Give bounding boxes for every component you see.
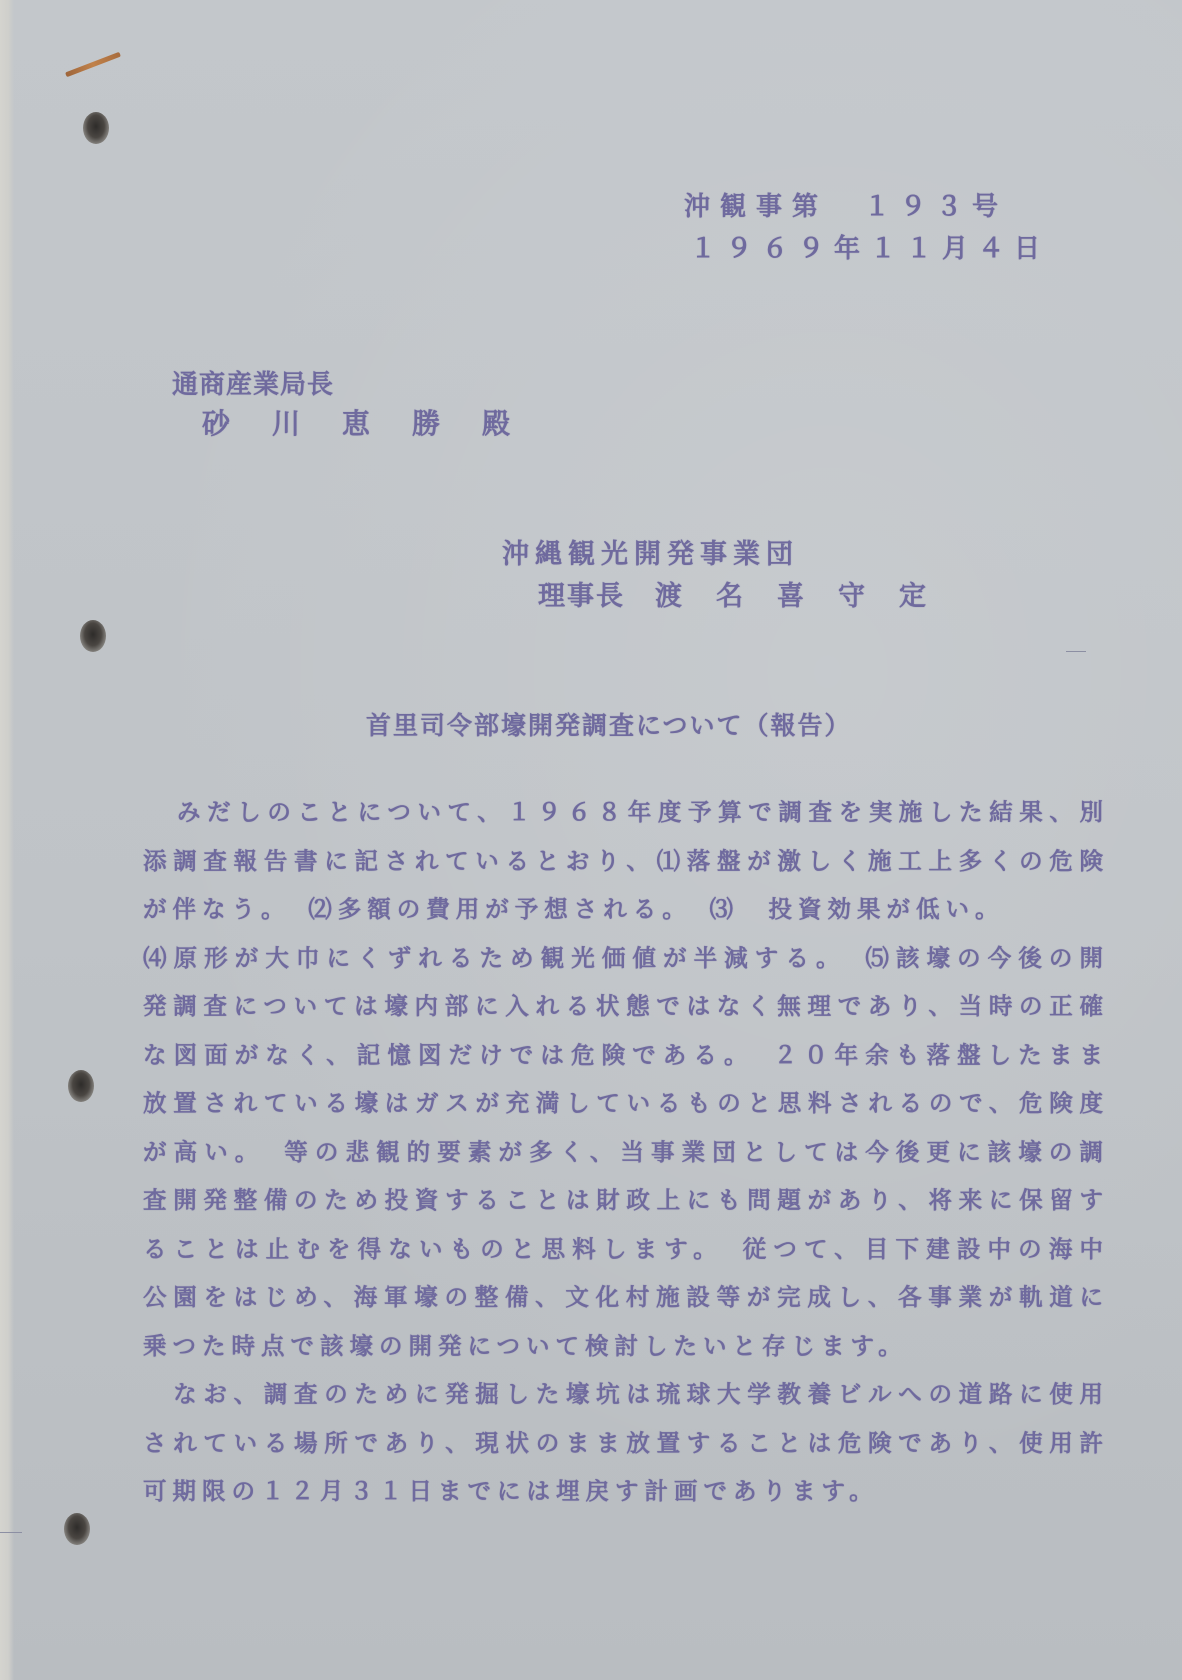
body-line: が伴なう。 ⑵多額の費用が予想される。 ⑶ 投資効果が低い。 [143, 895, 1005, 923]
punch-hole-2 [80, 620, 106, 652]
punch-hole-1 [83, 112, 109, 144]
body-line: 発調査については壕内部に入れる状態ではなく無理であり、当時の正確 [143, 992, 1103, 1020]
margin-mark [0, 1532, 22, 1533]
punch-hole-4 [64, 1513, 90, 1545]
body-text [143, 788, 1103, 1516]
staple-mark [65, 52, 121, 77]
body-line: なお、調査のために発掘した壕坑は琉球大学教養ビルへの道路に使用 [143, 1380, 1103, 1408]
body-line: ⑷原形が大巾にくずれるため観光価値が半減する。 ⑸該壕の今後の開 [143, 943, 1103, 972]
punch-hole-3 [68, 1070, 94, 1102]
subject-line: 首里司令部壕開発調査について（報告） [366, 711, 852, 740]
paper-edge [0, 0, 14, 1680]
body-line: ることは止むを得ないものと思料します。 従つて、目下建設中の海中 [143, 1234, 1103, 1263]
body-line: 放置されている壕はガスが充満しているものと思料されるので、危険度 [143, 1089, 1103, 1117]
sender-signature-line [538, 574, 960, 613]
reference-number: 沖観事第 １９３号 [684, 192, 1009, 222]
body-line: な図面がなく、記憶図だけでは危険である。 ２０年余も落盤したまま [143, 1040, 1103, 1069]
body-line: 可期限の１２月３１日までには埋戻す計画であります。 [143, 1477, 879, 1505]
body-line: 乗つた時点で該壕の開発について検討したいと存じます。 [143, 1331, 908, 1360]
body-line: が高い。 等の悲観的要素が多く、当事業団としては今後更に該壕の調 [143, 1137, 1103, 1166]
sender-title: 理事長 [538, 581, 625, 612]
sender-organization: 沖縄観光開発事業団 [502, 539, 799, 570]
body-line: 公園をはじめ、海軍壕の整備、文化村施設等が完成し、各事業が軌道に [143, 1283, 1103, 1311]
addressee-organization: 通商産業局長 [172, 370, 335, 400]
sender-name: 渡名喜守定 [655, 581, 960, 612]
body-line: されている場所であり、現状のまま放置することは危険であり、使用許 [143, 1428, 1103, 1457]
margin-mark [1066, 651, 1086, 652]
body-line: 査開発整備のため投資することは財政上にも問題があり、将来に保留す [143, 1186, 1103, 1214]
addressee-name: 砂川恵勝殿 [202, 407, 553, 440]
body-line: 添調査報告書に記されているとおり、⑴落盤が激しく施工上多くの危険 [143, 846, 1103, 875]
document-date: １９６９年１１月４日 [690, 234, 1051, 264]
body-line: みだしのことについて、１９６８年度予算で調査を実施した結果、別 [177, 798, 1103, 826]
